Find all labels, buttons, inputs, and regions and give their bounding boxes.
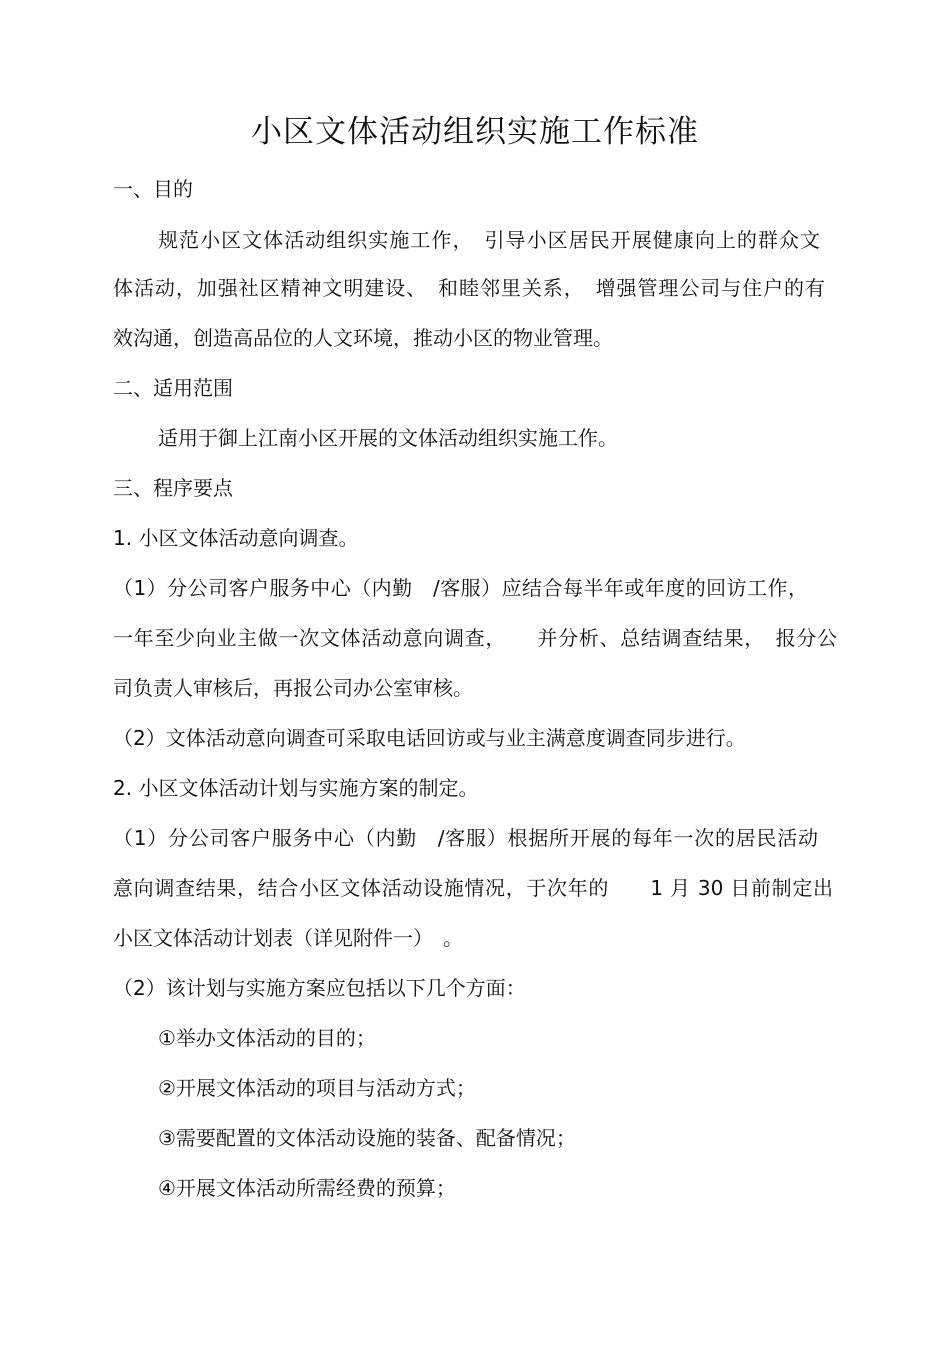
heading-scope: 二、适用范围 (113, 376, 233, 400)
heading-purpose: 一、目的 (113, 177, 193, 201)
list-item: ②开展文体活动的项目与活动方式； (158, 1076, 476, 1100)
heading-procedure: 三、程序要点 (113, 476, 233, 500)
list-item: ③需要配置的文体活动设施的装备、配备情况； (158, 1126, 576, 1150)
list-item: ①举办文体活动的目的； (158, 1026, 376, 1050)
subheading-survey: 1. 小区文体活动意向调查。 (113, 526, 359, 550)
paragraph-line: （2）文体活动意向调查可采取电话回访或与业主满意度调查同步进行。 (113, 726, 746, 750)
paragraph-line: 效沟通，创造高品位的人文环境，推动小区的物业管理。 (113, 326, 613, 350)
paragraph-line: 意向调查结果，结合小区文体活动设施情况，于次年的 1 月 30 日前制定出 (113, 876, 833, 900)
paragraph-line: 适用于御上江南小区开展的文体活动组织实施工作。 (158, 426, 618, 450)
paragraph-line: 规范小区文体活动组织实施工作， 引导小区居民开展健康向上的群众文 (158, 228, 820, 252)
paragraph-line: 司负责人审核后，再报公司办公室审核。 (113, 676, 473, 700)
paragraph-line: （2）该计划与实施方案应包括以下几个方面： (113, 976, 526, 1000)
paragraph-line: （1）分公司客户服务中心（内勤 /客服）根据所开展的每年一次的居民活动 (113, 826, 818, 850)
list-item: ④开展文体活动所需经费的预算； (158, 1176, 456, 1200)
page-title: 小区文体活动组织实施工作标准 (251, 114, 699, 150)
paragraph-line: 体活动，加强社区精神文明建设、 和睦邻里关系， 增强管理公司与住户的有 (113, 276, 825, 300)
paragraph-line: 一年至少向业主做一次文体活动意向调查， 并分析、总结调查结果， 报分公 (113, 626, 837, 650)
subheading-plan: 2. 小区文体活动计划与实施方案的制定。 (113, 776, 479, 800)
paragraph-line: 小区文体活动计划表（详见附件一） 。 (113, 926, 463, 950)
paragraph-line: （1）分公司客户服务中心（内勤 /客服）应结合每半年或年度的回访工作， (113, 576, 808, 600)
